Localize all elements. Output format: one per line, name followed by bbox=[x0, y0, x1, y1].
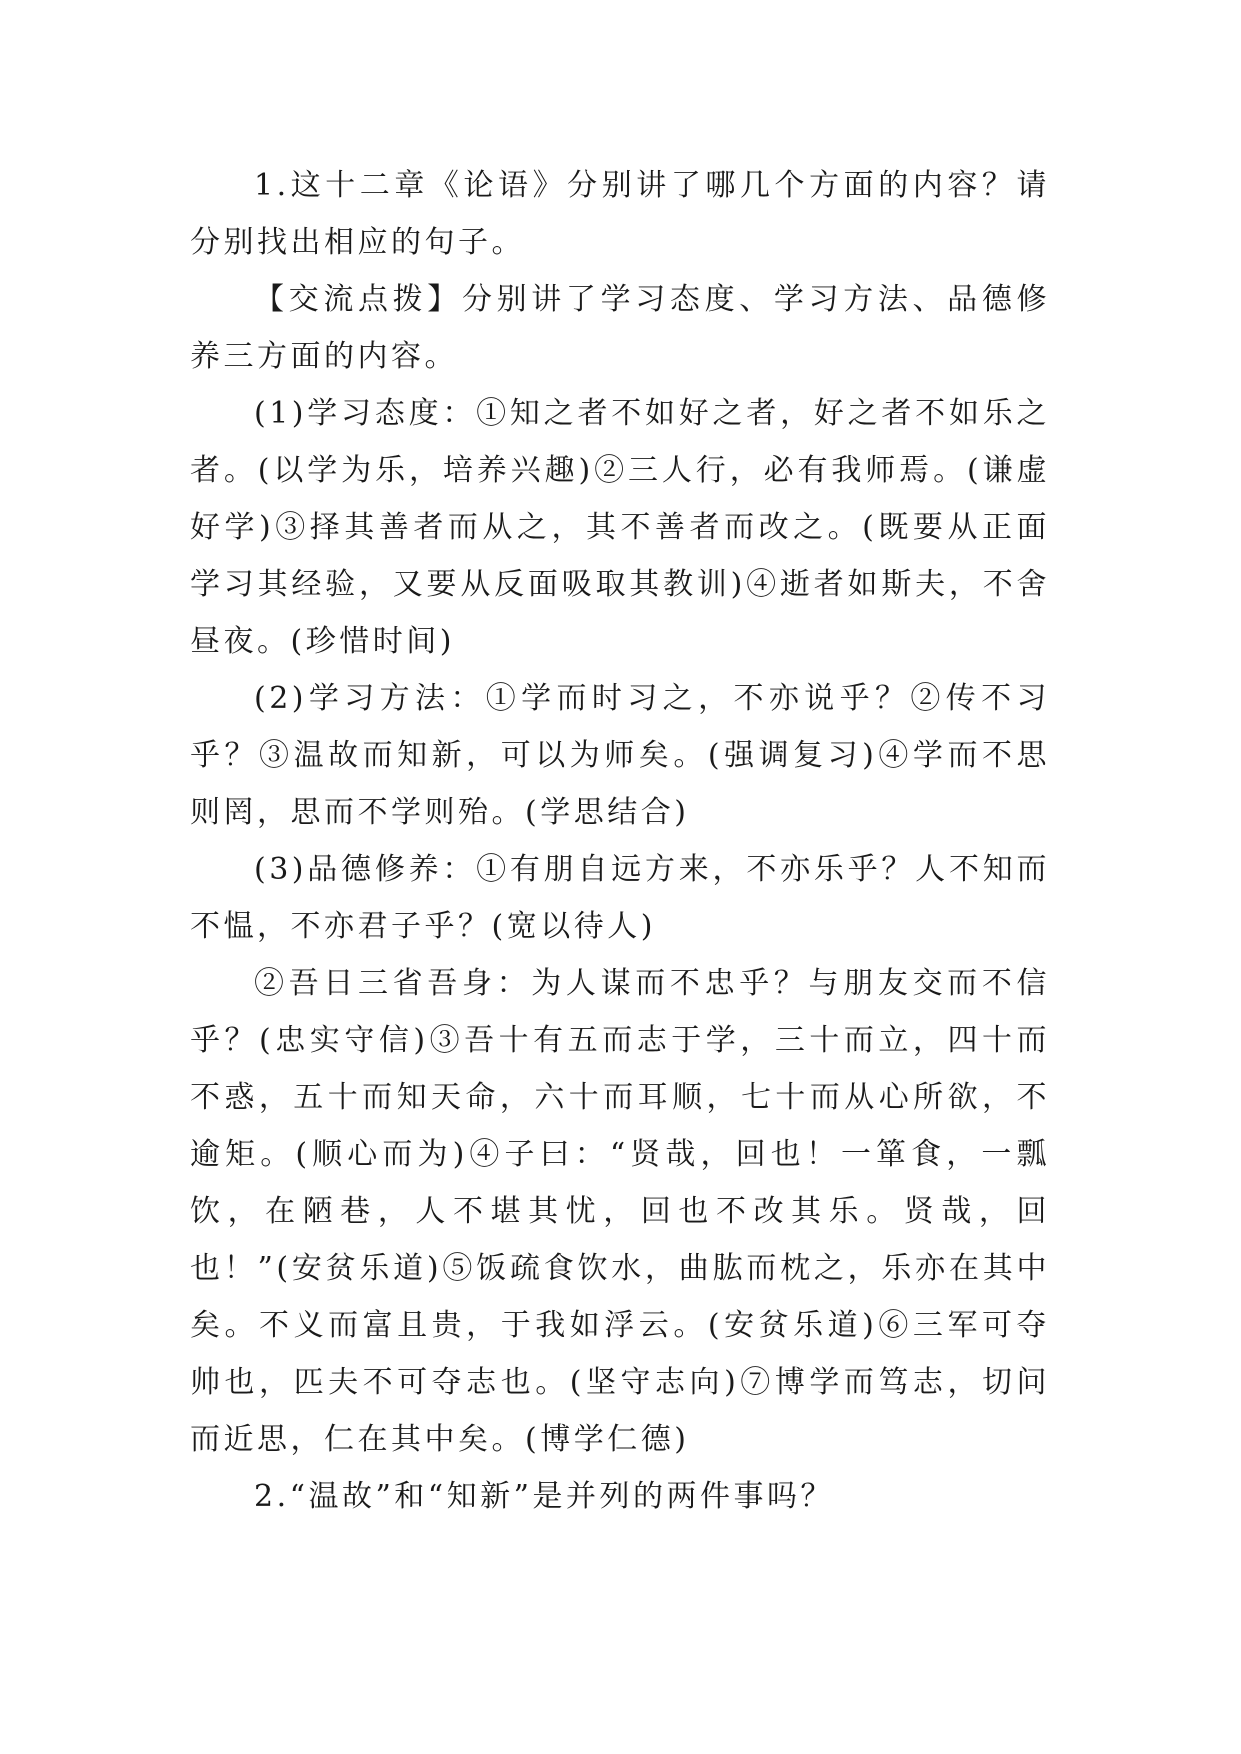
learning-method-paragraph: (2)学习方法：①学而时习之，不亦说乎？②传不习乎？③温故而知新，可以为师矣。(强调复习)④学而不思则罔，思而不学则殆。(学思结合) bbox=[190, 681, 1050, 830]
question-1-paragraph: 1.这十二章《论语》分别讲了哪几个方面的内容？请分别找出相应的句子。 bbox=[190, 168, 1050, 260]
learning-attitude-paragraph: (1)学习态度：①知之者不如好之者，好之者不如乐之者。(以学为乐，培养兴趣)②三人行，必有我师焉。(谦虚好学)③择其善者而从之，其不善者而改之。(既要从正面学习其经验，又要从反面吸取其教训)④逝者如斯夫，不舍昼夜。(珍惜时间) bbox=[190, 396, 1050, 659]
moral-cultivation-paragraph: (3)品德修养：①有朋自远方来，不亦乐乎？人不知而不愠，不亦君子乎？(宽以待人) bbox=[190, 852, 1050, 944]
document-body bbox=[190, 157, 1050, 1525]
question-2-paragraph: 2.“温故”和“知新”是并列的两件事吗？ bbox=[254, 1479, 834, 1514]
discussion-tip-paragraph: 【交流点拨】分别讲了学习态度、学习方法、品德修养三方面的内容。 bbox=[190, 282, 1050, 374]
moral-cultivation-continued-paragraph: ②吾日三省吾身：为人谋而不忠乎？与朋友交而不信乎？(忠实守信)③吾十有五而志于学，三十而立，四十而不惑，五十而知天命，六十而耳顺，七十而从心所欲，不逾矩。(顺心而为)④子曰：“贤哉，回也！一箪食，一瓢饮，在陋巷，人不堪其忧，回也不改其乐。贤哉，回也！”(安贫乐道)⑤饭疏食饮水，曲肱而枕之，乐亦在其中矣。不义而富且贵，于我如浮云。(安贫乐道)⑥三军可夺帅也，匹夫不可夺志也。(坚守志向)⑦博学而笃志，切问而近思，仁在其中矣。(博学仁德) bbox=[190, 966, 1050, 1457]
